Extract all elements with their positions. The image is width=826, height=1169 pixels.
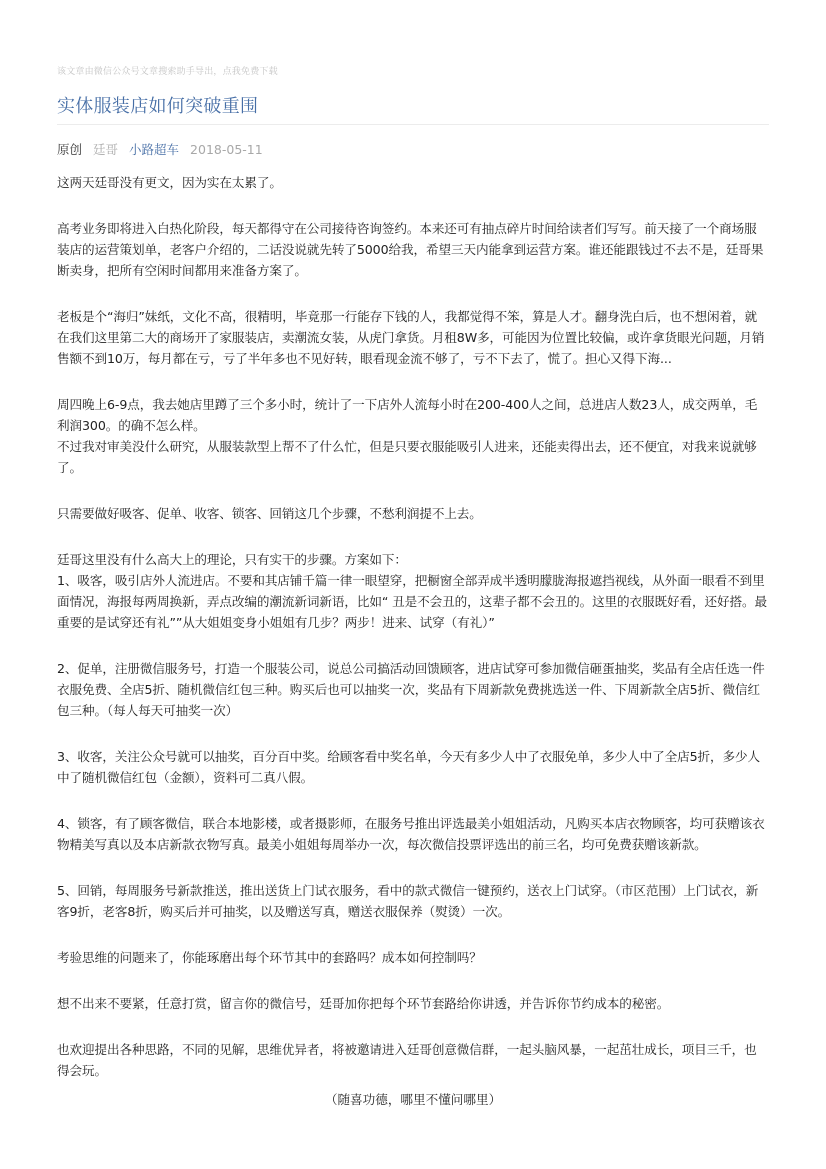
publish-date: 2018-05-11 [190,142,263,157]
title-divider [57,124,769,125]
paragraph: 这两天廷哥没有更文，因为实在太累了。 [57,175,282,190]
closing-line: （随喜功德，哪里不懂问哪里） [324,1092,502,1107]
paragraph: 周四晚上6-9点，我去她店里蹲了三个多小时，统计了一下店外人流每小时在200-400人之间，总进店人数23人，成交两单，毛利润300。的确不怎么样。 [57,397,758,433]
paragraph: 2、促单，注册微信服务号，打造一个服装公司，说总公司搞活动回馈顾客，进店试穿可参加微信砸蛋抽奖，奖品有全店任选一件衣服免费、全店5折、随机微信红包三种。购买后也可以抽奖一次，奖品有下周新款免费挑选送一件、下周新款全店5折、微信红包三种。（每人每天可抽奖一次） [57,661,765,718]
paragraph: 廷哥这里没有什么高大上的理论，只有实干的步骤。方案如下： [57,552,407,567]
paragraph: 只需要做好吸客、促单、收客、锁客、回销这几个步骤，不愁利润提不上去。 [57,506,482,521]
paragraph: 不过我对审美没什么研究，从服装款型上帮不了什么忙，但是只要衣服能吸引人进来，还能卖得出去，还不便宜，对我来说就够了。 [57,439,757,475]
paragraph: 也欢迎提出各种思路，不同的见解，思维优异者，将被邀请进入廷哥创意微信群，一起头脑风暴，一起茁壮成长，项目三千，也得会玩。 [57,1042,757,1078]
article-title: 实体服装店如何突破重围 [57,96,259,117]
account-name-link[interactable]: 小路超车 [129,142,180,157]
paragraph: 高考业务即将进入白热化阶段，每天都得守在公司接待咨询签约。本来还可有抽点碎片时间给读者们写写。前天接了一个商场服装店的运营策划单，老客户介绍的，二话没说就先转了5000给我，希望三天内能拿到运营方案。谁还能跟钱过不去不是，廷哥果断卖身，把所有空闲时间都用来准备方案了。 [57,221,764,278]
original-label: 原创 [57,142,83,157]
author-name: 廷哥 [93,142,119,157]
article-body [57,172,769,1106]
paragraph: 想不出来不要紧，任意打赏，留言你的微信号，廷哥加你把每个环节套路给你讲透，并告诉你节约成本的秘密。 [57,996,670,1011]
paragraph: 老板是个“海归”妹纸，文化不高，很精明，毕竟那一行能存下钱的人，我都觉得不笨，算是人才。翻身洗白后，也不想闲着，就在我们这里第二大的商场开了家服装店，卖潮流女装，从虎门拿货。月租8W多，可能因为位置比较偏，或许拿货眼光问题，月销售额不到10万，每月都在亏，亏了半年多也不见好转，眼看现金流不够了，亏不下去了，慌了。担心又得下海... [57,309,765,366]
paragraph: 考验思维的问题来了，你能琢磨出每个环节其中的套路吗？成本如何控制吗？ [57,950,482,965]
export-notice-link[interactable]: 该文章由微信公众号文章搜索助手导出，点我免费下载 [57,67,278,77]
article-meta [57,140,263,158]
paragraph: 4、锁客，有了顾客微信，联合本地影楼，或者摄影师，在服务号推出评选最美小姐姐活动，凡购买本店衣物顾客，均可获赠该衣物精美写真以及本店新款衣物写真。最美小姐姐每周举办一次，每次微信投票评选出的前三名，均可免费获赠该新款。 [57,816,765,852]
paragraph: 1、吸客，吸引店外人流进店。不要和其店铺千篇一律一眼望穿，把橱窗全部弄成半透明朦胧海报遮挡视线，从外面一眼看不到里面情况，海报每两周换新，弄点改编的潮流新词新语，比如“ 丑是不会丑的，这辈子都不会丑的。这里的衣服既好看，还好搭。最重要的是试穿还有礼””从大姐姐变身小姐姐有几步？两步！进来、试穿（有礼）” [57,573,767,630]
paragraph: 5、回销，每周服务号新款推送，推出送货上门试衣服务，看中的款式微信一键预约，送衣上门试穿。（市区范围）上门试衣，新客9折，老客8折，购买后并可抽奖，以及赠送写真，赠送衣服保养（熨烫）一次。 [57,883,759,919]
paragraph: 3、收客，关注公众号就可以抽奖，百分百中奖。给顾客看中奖名单，今天有多少人中了衣服免单，多少人中了全店5折，多少人中了随机微信红包（金额），资料可二真八假。 [57,749,760,785]
